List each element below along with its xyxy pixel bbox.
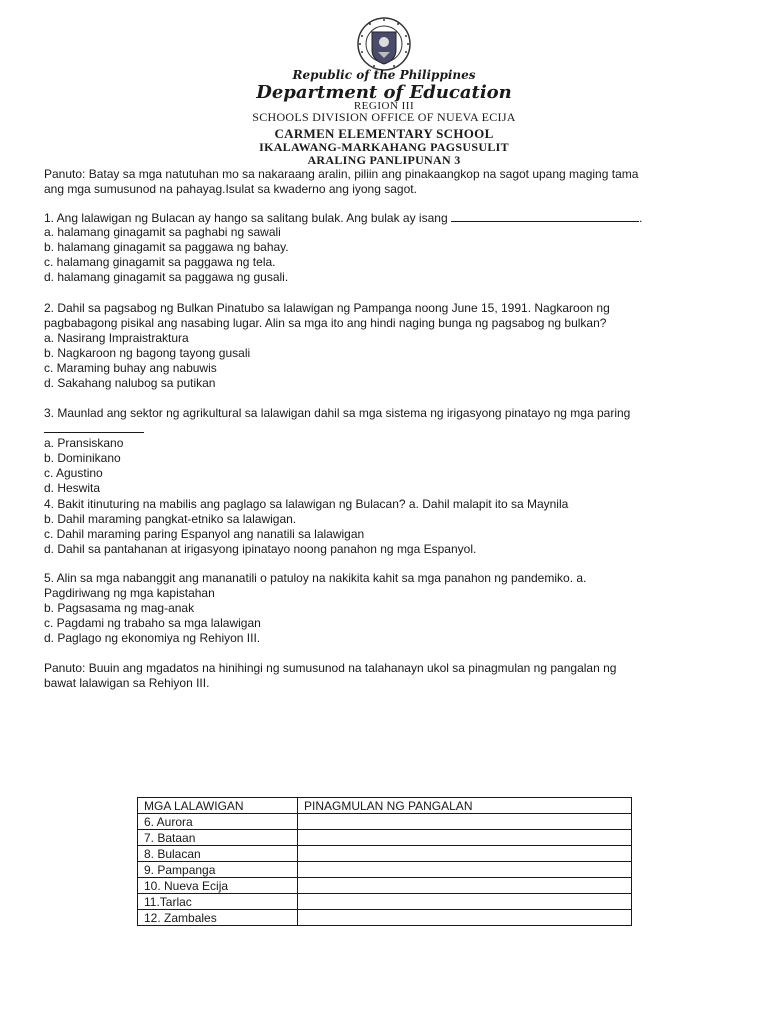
table-row	[138, 814, 632, 830]
choice-item: c. Maraming buhay ang nabuwis	[44, 361, 217, 375]
choice-item: b. Pagsasama ng mag-anak	[44, 601, 195, 615]
choice-item: a. Nasirang Impraistraktura	[44, 331, 189, 345]
table-row	[138, 830, 632, 846]
question-1-stem: 1. Ang lalawigan ng Bulacan ay hango sa salitang bulak. Ang bulak ay isang	[44, 211, 451, 225]
question-1-stem-line	[44, 210, 724, 225]
table-row	[138, 862, 632, 878]
province-cell: 12. Zambales	[138, 910, 298, 926]
origin-cell	[298, 846, 632, 862]
column-header-provinces: MGA LALAWIGAN	[138, 798, 298, 814]
subject-title: ARALING PANLIPUNAN 3	[307, 153, 461, 167]
table-header-row	[138, 798, 632, 814]
choice-item: c. Pagdami ng trabaho sa mga lalawigan	[44, 616, 261, 630]
region-heading: REGION III	[353, 100, 415, 112]
table-row	[138, 878, 632, 894]
origin-cell	[298, 910, 632, 926]
instructions-2-line1: Panuto: Buuin ang mgadatos na hinihingi ng sumusunod na talahanayn ukol sa pinagmulan ng pangalan ng	[44, 661, 617, 675]
province-cell: 8. Bulacan	[138, 846, 298, 862]
instructions-1-line2: ang mga sumusunod na pahayag.Isulat sa kwaderno ang iyong sagot.	[44, 182, 417, 196]
origin-cell	[298, 814, 632, 830]
republic-heading: Republic of the Philippines	[292, 68, 476, 82]
column-header-origin: PINAGMULAN NG PANGALAN	[298, 798, 632, 814]
province-cell: 7. Bataan	[138, 830, 298, 846]
question-3-line1: 3. Maunlad ang sektor ng agrikultural sa lalawigan dahil sa mga sistema ng irigasyong pinatayo ng mga paring	[44, 406, 631, 420]
choice-item: b. Dominikano	[44, 451, 121, 465]
question-1-end: .	[638, 211, 643, 225]
origin-cell	[298, 830, 632, 846]
question-5	[44, 571, 724, 646]
question-3-blank-line	[44, 421, 724, 436]
instructions-2	[44, 661, 724, 691]
instructions-2-line2: bawat lalawigan sa Rehiyon III.	[44, 676, 210, 690]
deped-seal-icon	[340, 16, 428, 72]
instructions-1-line1: Panuto: Batay sa mga natutuhan mo sa nakaraang aralin, piliin ang pinakaangkop na sagot upang maging tama	[44, 167, 639, 181]
exam-title: IKALAWANG-MARKAHANG PAGSUSULIT	[259, 140, 509, 154]
question-2-line2: pagbabagong pisikal ang nasabing lugar. Alin sa mga ito ang hindi naging bunga ng pagsabog ng bulkan?	[44, 316, 607, 330]
choice-item: c. Agustino	[44, 466, 103, 480]
question-3	[44, 406, 724, 496]
choice-item: b. Nagkaroon ng bagong tayong gusali	[44, 346, 251, 360]
table-row	[138, 894, 632, 910]
choice-item: c. halamang ginagamit sa paggawa ng tela.	[44, 255, 276, 269]
division-heading: SCHOOLS DIVISION OFFICE OF NUEVA ECIJA	[252, 110, 516, 124]
origin-cell	[298, 878, 632, 894]
province-cell: 6. Aurora	[138, 814, 298, 830]
question-1	[44, 210, 724, 285]
province-cell: 9. Pampanga	[138, 862, 298, 878]
school-name: CARMEN ELEMENTARY SCHOOL	[274, 126, 494, 141]
table-row	[138, 910, 632, 926]
choice-item: d. Paglago ng ekonomiya ng Rehiyon III.	[44, 631, 261, 645]
answer-blank	[44, 421, 144, 433]
choice-item: c. Dahil maraming paring Espanyol ang nanatili sa lalawigan	[44, 527, 365, 541]
question-2-line1: 2. Dahil sa pagsabog ng Bulkan Pinatubo sa lalawigan ng Pampanga noong June 15, 1991. Nagkaroon ng	[44, 301, 610, 315]
province-cell: 10. Nueva Ecija	[138, 878, 298, 894]
choice-item: d. Sakahang nalubog sa putikan	[44, 376, 216, 390]
origin-cell	[298, 862, 632, 878]
question-5-line1: 5. Alin sa mga nabanggit ang mananatili o patuloy na nakikita kahit sa mga panahon ng pandemiko. a.	[44, 571, 587, 585]
choice-item: a. Pransiskano	[44, 436, 124, 450]
choice-item: a. halamang ginagamit sa paghabi ng sawali	[44, 225, 281, 239]
choice-item: d. Dahil sa pantahanan at irigasyong ipinatayo noong panahon ng mga Espanyol.	[44, 542, 477, 556]
question-4-line1: 4. Bakit itinuturing na mabilis ang paglago sa lalawigan ng Bulacan? a. Dahil malapit ito sa Maynila	[44, 497, 569, 511]
instructions-1	[44, 167, 724, 197]
question-5-line2: Pagdiriwang ng mga kapistahan	[44, 586, 215, 600]
table-row	[138, 846, 632, 862]
provinces-table	[137, 797, 632, 926]
answer-blank	[451, 210, 639, 222]
choice-item: d. halamang ginagamit sa paggawa ng gusali.	[44, 270, 289, 284]
choice-item: b. halamang ginagamit sa paggawa ng bahay.	[44, 240, 289, 254]
department-heading: Department of Education	[256, 82, 512, 103]
origin-cell	[298, 894, 632, 910]
province-cell: 11.Tarlac	[138, 894, 298, 910]
choice-item: d. Heswita	[44, 481, 101, 495]
question-4	[44, 497, 724, 557]
choice-item: b. Dahil maraming pangkat-etniko sa lalawigan.	[44, 512, 297, 526]
question-2	[44, 301, 724, 391]
